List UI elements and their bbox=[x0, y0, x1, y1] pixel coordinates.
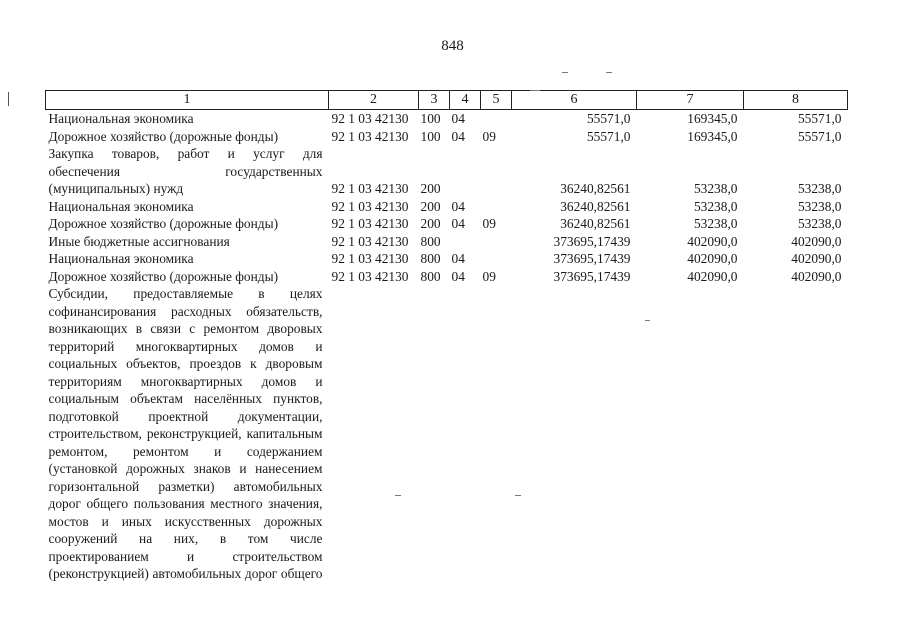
row-value-7: 402090,0 bbox=[687, 251, 738, 266]
table-row bbox=[46, 198, 848, 216]
row-col-3: 800 bbox=[420, 251, 441, 266]
row-code: 92 1 03 42130 bbox=[331, 128, 409, 144]
row-name: Иные бюджетные ассигнования bbox=[48, 233, 230, 249]
row-value-7: 402090,0 bbox=[687, 233, 738, 249]
header-col-6: 6 bbox=[512, 91, 637, 110]
row-name: Национальная экономика bbox=[48, 111, 194, 126]
row-value-8: 55571,0 bbox=[797, 111, 842, 126]
table-row bbox=[46, 128, 848, 146]
row-col-5 bbox=[481, 250, 512, 268]
row-value-6: 373695,17439 bbox=[553, 268, 631, 284]
row-value-8: 53238,0 bbox=[797, 198, 842, 214]
row-col-4: 04 bbox=[451, 111, 465, 126]
row-col-5 bbox=[481, 198, 512, 216]
row-value-6: 373695,17439 bbox=[553, 251, 631, 266]
row-value-6: 55571,0 bbox=[586, 128, 631, 144]
row-value-7: 402090,0 bbox=[687, 268, 738, 284]
row-col-4: 04 bbox=[451, 216, 465, 231]
row-name: Национальная экономика bbox=[48, 198, 194, 214]
row-value-6: 36240,82561 bbox=[560, 198, 631, 214]
header-col-1: 1 bbox=[46, 91, 329, 110]
row-value-8: 402090,0 bbox=[791, 233, 842, 249]
row-col-4 bbox=[450, 145, 481, 198]
row-value-8: 402090,0 bbox=[791, 251, 842, 266]
row-code: 92 1 03 42130 bbox=[331, 268, 409, 284]
row-name: Дорожное хозяйство (дорожные фонды) bbox=[48, 216, 279, 231]
table-row bbox=[46, 233, 848, 251]
row-col-5 bbox=[481, 233, 512, 251]
empty-cells bbox=[329, 285, 848, 583]
row-value-7: 53238,0 bbox=[693, 216, 738, 231]
row-col-4: 04 bbox=[451, 198, 465, 214]
table-row bbox=[46, 110, 848, 128]
table-row bbox=[46, 268, 848, 286]
row-col-3: 800 bbox=[420, 233, 441, 249]
row-value-6: 373695,17439 bbox=[553, 233, 631, 249]
row-col-5: 09 bbox=[482, 216, 496, 231]
row-name: Национальная экономика bbox=[48, 251, 194, 266]
table-header-row bbox=[46, 91, 848, 110]
row-value-8: 53238,0 bbox=[797, 216, 842, 231]
row-value-8: 402090,0 bbox=[791, 268, 842, 284]
row-col-5: 09 bbox=[482, 128, 496, 144]
row-value-6: 36240,82561 bbox=[560, 181, 631, 196]
row-col-5 bbox=[481, 110, 512, 128]
row-name: Дорожное хозяйство (дорожные фонды) bbox=[48, 268, 279, 284]
row-col-5 bbox=[481, 145, 512, 198]
row-col-3: 200 bbox=[420, 181, 441, 196]
row-value-7: 53238,0 bbox=[693, 181, 738, 196]
row-col-3: 200 bbox=[420, 216, 441, 231]
row-name: Дорожное хозяйство (дорожные фонды) bbox=[48, 128, 279, 144]
header-col-3: 3 bbox=[419, 91, 450, 110]
header-col-8: 8 bbox=[744, 91, 848, 110]
margin-mark bbox=[8, 92, 9, 106]
row-col-3: 800 bbox=[420, 268, 441, 284]
row-value-8: 53238,0 bbox=[797, 181, 842, 196]
row-value-6: 55571,0 bbox=[586, 111, 631, 126]
row-col-3: 100 bbox=[420, 128, 441, 144]
row-col-4 bbox=[450, 233, 481, 251]
table-row bbox=[46, 145, 848, 198]
row-col-5: 09 bbox=[482, 268, 496, 284]
row-code: 92 1 03 42130 bbox=[331, 251, 409, 266]
header-col-7: 7 bbox=[637, 91, 744, 110]
row-value-7: 169345,0 bbox=[687, 128, 738, 144]
header-col-2: 2 bbox=[329, 91, 419, 110]
row-code: 92 1 03 42130 bbox=[331, 216, 409, 231]
budget-table bbox=[45, 90, 848, 583]
table-row bbox=[46, 215, 848, 233]
row-col-4: 04 bbox=[451, 268, 465, 284]
row-code: 92 1 03 42130 bbox=[331, 181, 409, 196]
row-code: 92 1 03 42130 bbox=[331, 198, 409, 214]
header-col-4: 4 bbox=[450, 91, 481, 110]
row-value-7: 169345,0 bbox=[687, 111, 738, 126]
row-col-4: 04 bbox=[451, 128, 465, 144]
row-code: 92 1 03 42130 bbox=[331, 111, 409, 126]
header-col-5: 5 bbox=[481, 91, 512, 110]
table-row bbox=[46, 250, 848, 268]
page-number: 848 bbox=[441, 38, 464, 54]
row-col-3: 200 bbox=[420, 198, 441, 214]
row-col-3: 100 bbox=[420, 111, 441, 126]
row-value-7: 53238,0 bbox=[693, 198, 738, 214]
row-value-8: 55571,0 bbox=[797, 128, 842, 144]
subsidy-description: Субсидии, предоставляемые в целях софинансирования расходных обязательств, возникающих в связи с ремонтом дворовых территорий многоквартирных домов и социальных объектов, проездов к дворовым территориям многоквартирных домов и социальным объектам населённых пунктов, подготовкой проектной документации, строительством, реконструкцией, капитальным ремонтом, ремонтом и содержанием (установкой дорожных знаков и нанесением горизонтальной разметки) автомобильных дорог общего пользования местного значения, мостов и иных искусственных дорожных сооружений на них, в том числе проектированием и строительством (реконструкцией) автомобильных дорог общего bbox=[48, 286, 323, 581]
row-col-4: 04 bbox=[451, 251, 465, 266]
row-code: 92 1 03 42130 bbox=[331, 233, 409, 249]
table-row-long-description bbox=[46, 285, 848, 583]
row-name: Закупка товаров, работ и услуг для обеспечения государственных (муниципальных) нужд bbox=[48, 146, 323, 196]
row-value-6: 36240,82561 bbox=[560, 216, 631, 231]
